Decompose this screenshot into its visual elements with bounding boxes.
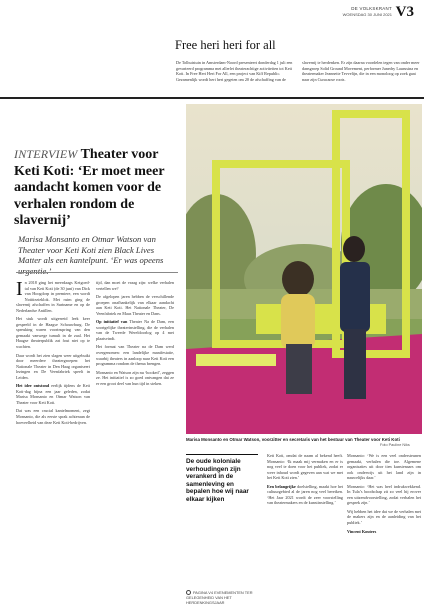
body-paragraph <box>347 484 421 506</box>
cross-reference[interactable] <box>186 590 262 605</box>
paragraph-text: eerlijk tijdens de Keti Koti-dag bijna een jaar geleden, zodat Marisa Monsanto en Otmar Watson van Theater voor Keti Koti. <box>16 383 90 405</box>
body-paragraph <box>267 484 343 506</box>
paragraph-text: Wij hebben het idee dat we de verhalen met de makers zijn en de aanleiding van het publiek.’ <box>347 508 421 526</box>
body-paragraph <box>96 294 174 316</box>
cross-reference-label: PAGINA V4 EVENEMENTEN TER GELEGENHEID VAN HET HERDENKINGSJAAR <box>186 590 253 606</box>
paragraph-lead: Op initiatief van <box>96 319 128 325</box>
paragraph-text: Daar wordt het zien slagen weer uitgebuikt door meerdere theatergroepen: het Nationale Theater in Den Haag organiseert lezingen en De Veenfabriek speelt in Leiden. <box>16 352 90 380</box>
body-paragraph <box>96 344 174 366</box>
drop-cap: I <box>16 278 23 300</box>
paragraph-text: Monsanto: ‘Het was heel indrukwekkend. In Tula’s boodschap zit zo veel hij erover een uitzendvoorstelling, zodat verhalen het gesprek zijn.’ <box>347 483 421 506</box>
feature-photo <box>186 104 422 434</box>
paper-name: DE VOLKSKRANT <box>351 6 392 11</box>
body-paragraph <box>96 319 174 341</box>
paragraph-lead: Een belangrijke <box>267 483 296 489</box>
standfirst-divider <box>16 272 178 273</box>
feature-title-wrap <box>14 146 184 230</box>
paragraph-text: De afgelopen jaren hebben de verschillende groepen onafhankelijk van elkaar aandacht aan Keti Koti. Het Nationale Theater, De Veenfabriek en Maas Theater en Dans. <box>96 294 174 316</box>
body-paragraph <box>16 316 90 349</box>
body-paragraph <box>16 353 90 381</box>
byline <box>347 529 421 535</box>
body-paragraph <box>16 383 90 405</box>
photo-credit: Foto Pauline Niks <box>380 443 410 447</box>
paragraph-text: Het stuk wordt uitgerreid leek keer gespeeld in de Haagse Schouwburg. De spreuking waren voorinspring van den gemaakt vanwege tumult in de zaal. Het Haagse theaterpublik zat fout niet op te wachten. <box>16 316 90 350</box>
body-column-4 <box>267 453 343 603</box>
paragraph-text: doelstelling, maakt hoe het cultuurgebied al de jaren nog veel bereiken. ‘Het Jaar 2021 wordt de zeer voorstelling van theatermakers en de kunstinstelling.’ <box>267 483 343 506</box>
body-paragraph <box>96 280 174 291</box>
issue-date: WOENSDAG 30 JUNI 2021 <box>342 12 392 17</box>
body-paragraph <box>267 453 343 481</box>
photo-caption: Marisa Monsanto en Otmar Watson, voorzitter en secretaris van het bestuur van Theater voor Keti Koti <box>186 437 400 442</box>
body-paragraph <box>16 408 90 425</box>
body-column-5 <box>347 453 421 603</box>
photo-illustration <box>186 104 422 434</box>
feature-headline-block <box>14 146 184 230</box>
paragraph-text: Monsanto: ‘We is een veel ondersteunen gemaakt, verhalen die toe. Algemene organisaties uit door tien kunstenaars om ook onderwijs uit het land zijn in nauwelijks daar.’ <box>347 453 421 481</box>
kicker-label: INTERVIEW <box>14 147 78 161</box>
standfirst: Marisa Monsanto en Otmar Watson van Theater voor Keti Koti zien Black Lives Matter als een kantelpunt. ‘Er was opeens urgentie.’ <box>18 234 164 276</box>
body-column-2 <box>96 280 174 600</box>
body-column-1 <box>16 280 90 600</box>
paragraph-text: Het format van Theater na de Dam werd overgenomen: een landelijke manifestatie, waarbij theaters in aanloop naar Keti Koti een programma rondom de thema brengen. <box>96 344 174 367</box>
top-article-column-2: slavernij te herdenken. Er zijn daarna voordelen tegen van onder meer dansgroep Solid Ground Movement, performer Junedry Laurusina en theatermaker Jeannette Tevvelijn, die in een monoloog op zoek gaat naar zijn Curacaose roots. <box>302 60 420 82</box>
body-paragraph <box>96 370 174 387</box>
paragraph-text: Dat was een crucial kantelmoment, zegt Monsanto, die als eerste sprak achteraan de hoeveelheid van deze Keti Koti-bedrijven. <box>16 408 90 425</box>
paragraph-text: tijd, dan moet de vraag zijn: welke verhalen vertellen we? <box>96 280 174 291</box>
top-article-headline: Free heri heri for all <box>175 38 276 52</box>
paragraph-text: Keti Koti, omdat de naam al bekend heeft. Monsanto: ‘Ik maak mij vermaken en er is nog veel te doen voor het publiek, zodat er weer inhoud wordt gegeven aan wat we met het Keti Koti zien.’ <box>267 453 343 481</box>
paragraph-lead: Het idee ontstond <box>16 383 50 389</box>
page-number: V3 <box>395 4 414 20</box>
body-paragraph <box>347 509 421 526</box>
feature-title: Theater voor Keti Koti: ‘Er moet meer aandacht komen voor de verhalen rondom de slavernij’ <box>14 147 165 228</box>
top-article-column-1: De Tolhuistuin in Amsterdam-Noord presenteert donderdag 1 juli een gevarieerd programma met allerlei theaterachtige activiteiten tot Keti Koti. In Free Heri Heri For All, een project van Kiff Republic. Gezamenlijk wordt heri heri gegeten om 20 de afschaffing van de <box>176 60 293 82</box>
body-paragraph <box>16 280 90 313</box>
paragraph-text: Theater Na de Dam, een soortgelijke theaterinstelling, die de verhalen van de Tweede Wereldoorlog op 4 mei plaatsvindt. <box>96 319 174 341</box>
paragraph-text: n 2018 ging het meerdaags Keigoed-tal van Keti Koti (de 30 juni) van Dick van Hoogdorp in premiere, een wordt Notitiezieklok. Met ruim ging de slavernij afschaffen in Suriname en op de Nederlandse Antillen. <box>16 280 90 313</box>
pull-quote: De oude koloniale verhoudingen zijn verankerd in de samenleving en bepalen hoe wij naar elkaar kijken <box>186 454 258 504</box>
masthead <box>216 6 416 24</box>
author-name: Vincent Kouters <box>347 528 377 534</box>
paragraph-text: Monsanto en Watson zijn nu ‘hooked’, zeggen ze. Het initiatief is zo goed ontvangen dat ze er een groot deel van hun tijd in steken. <box>96 369 174 386</box>
body-paragraph <box>347 453 421 481</box>
section-divider <box>0 97 424 99</box>
